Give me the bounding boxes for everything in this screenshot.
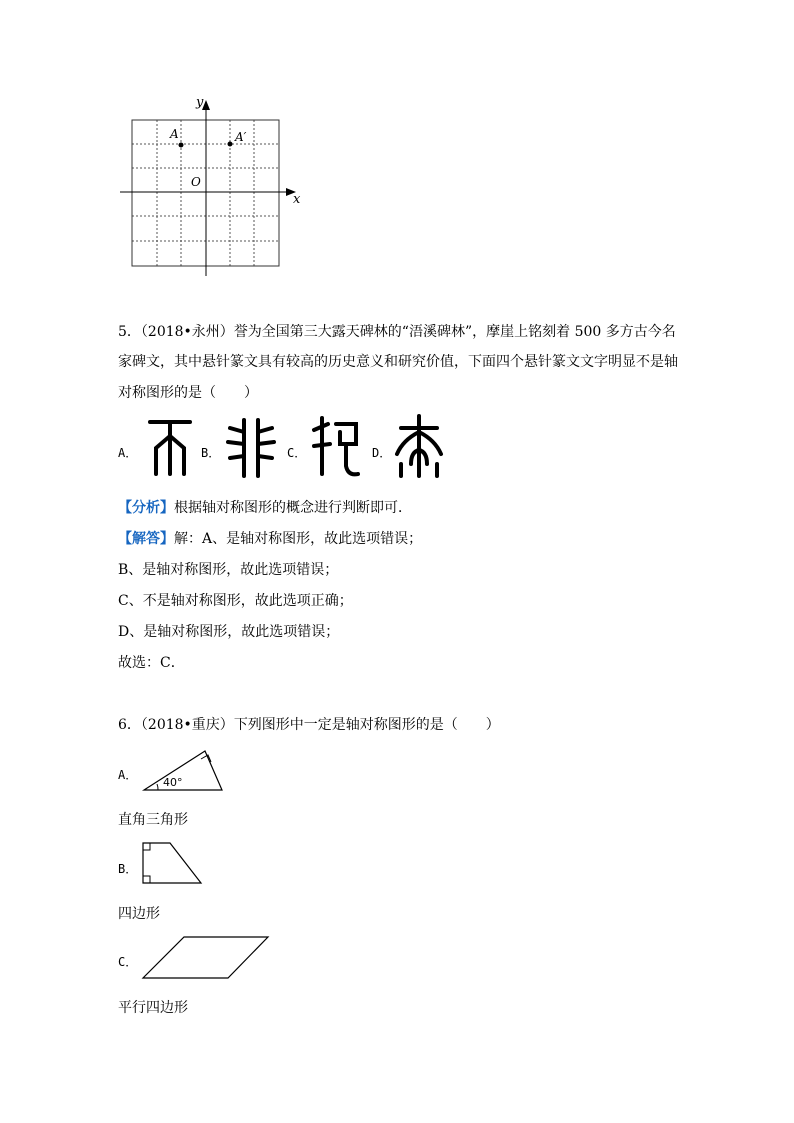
q6-number: 6． xyxy=(118,717,141,733)
q5-solution-line-2: B、是轴对称图形，故此选项错误； xyxy=(118,562,339,578)
y-axis-label: y xyxy=(196,95,204,110)
q5-analysis-tag: 【分析】 xyxy=(118,500,174,516)
q5-option-d-label: D． xyxy=(372,446,392,460)
q5-stem-line-1: 誉为全国第三大露天碑林的“浯溪碑林”，摩崖上铭刻着 500 多方古今名 xyxy=(233,324,676,340)
q6-source: （2018•重庆） xyxy=(140,717,234,733)
point-a-prime-label: A′ xyxy=(235,130,247,144)
origin-label: O xyxy=(191,175,201,189)
q5-solution-line-4: D、是轴对称图形，故此选项错误； xyxy=(118,624,340,640)
q5-analysis-text: 根据轴对称图形的概念进行判断即可． xyxy=(174,500,412,516)
point-a-label: A xyxy=(170,127,179,141)
q6-option-b-caption: 四边形 xyxy=(118,906,160,922)
q6-stem-text: 下列图形中一定是轴对称图形的是（ ） xyxy=(233,717,500,733)
q6-option-c-label: C． xyxy=(118,955,138,969)
q6-option-a-caption: 直角三角形 xyxy=(118,812,188,828)
q6-option-a-angle-label: 40° xyxy=(163,776,183,789)
q5-solution-line-3: C、不是轴对称图形，故此选项正确； xyxy=(118,593,353,609)
q6-option-b-label: B． xyxy=(118,862,138,876)
q5-stem-line-3: 对称图形的是（ ） xyxy=(118,385,258,401)
q6-option-c-caption: 平行四边形 xyxy=(118,1000,188,1016)
q5-solution-tag: 【解答】 xyxy=(118,531,174,547)
q5-option-a-label: A． xyxy=(118,446,138,460)
q5-option-c-label: C． xyxy=(287,446,307,460)
q5-option-b-label: B． xyxy=(201,446,221,460)
q6-option-a-label: A． xyxy=(118,768,138,782)
q5-number: 5． xyxy=(118,324,141,340)
q5-stem-line-2: 家碑文，其中悬针篆文具有较高的历史意义和研究价值，下面四个悬针篆文文字明显不是轴 xyxy=(118,354,678,370)
q5-solution-line-1: 解：A、是轴对称图形，故此选项错误； xyxy=(174,531,423,547)
q5-answer: 故选：C． xyxy=(118,655,185,671)
q5-source: （2018•永州） xyxy=(140,324,234,340)
x-axis-label: x xyxy=(293,192,301,207)
